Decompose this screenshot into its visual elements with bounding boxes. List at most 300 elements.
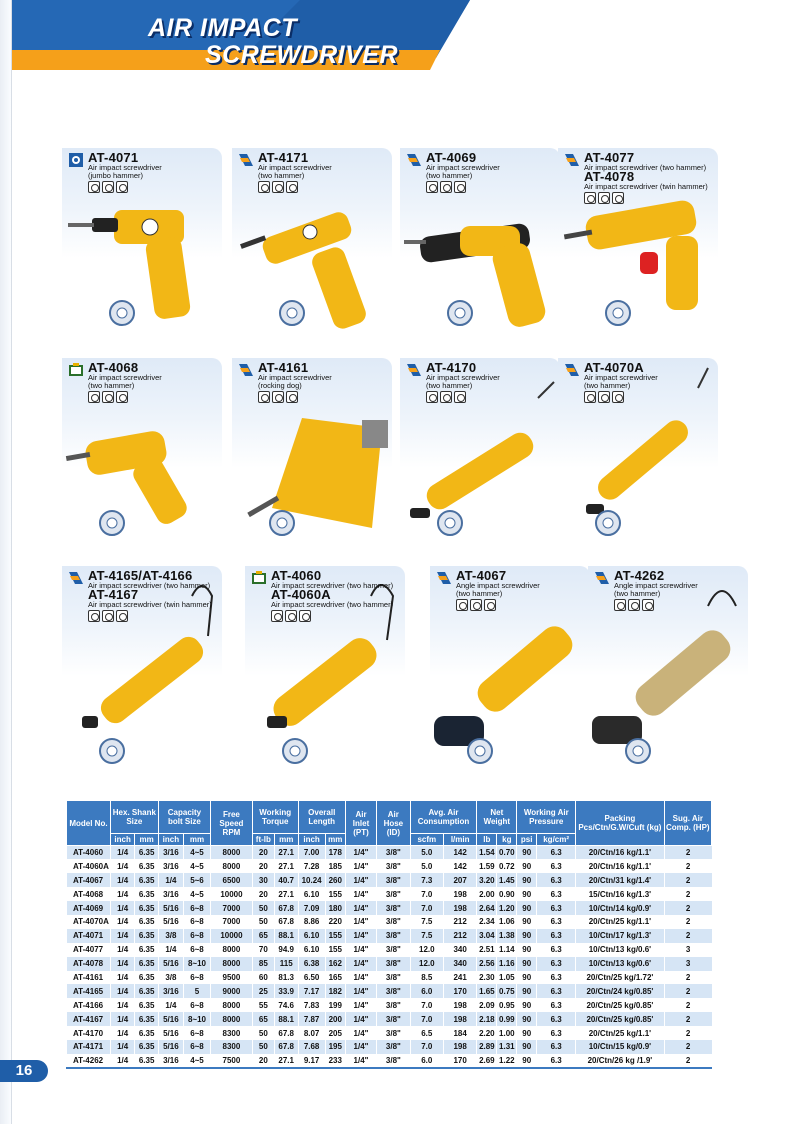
spec-cell: 5~6 [183,873,210,887]
tool-illustration [400,148,560,348]
spec-cell: 6.35 [135,873,158,887]
spec-cell: 3/8" [377,943,410,957]
spec-cell: 10.24 [298,873,325,887]
spec-cell: 2.00 [477,887,497,901]
spec-cell: 1/4 [110,971,135,985]
spec-cell: 3/16 [158,984,183,998]
spec-cell: 3/8" [377,915,410,929]
product-description: (rocking dog) [258,381,302,390]
spec-cell: 1/4 [158,943,183,957]
spec-cell: 3/16 [158,887,183,901]
spec-cell: 6~8 [183,929,210,943]
spec-cell: 5.0 [410,859,443,873]
spec-cell: 1/4 [110,1012,135,1026]
spec-cell: 3/8" [377,971,410,985]
product-model: AT-4161 [258,360,309,375]
spec-cell: 180 [325,901,345,915]
unit-header: inch [110,834,135,846]
spec-cell: 20/Ctn/26 kg /1.9' [576,1054,664,1068]
spec-cell: 90 [517,1012,537,1026]
adjust-icon [116,610,128,622]
adjust-icon [286,391,298,403]
spec-cell: 90 [517,971,537,985]
spec-cell: 20 [252,846,274,860]
spec-cell: 3/16 [158,1054,183,1068]
spec-cell: 1/4 [110,887,135,901]
header-hex: Hex. Shank Size [110,801,158,834]
reversible-icon [88,181,100,193]
product-card [245,566,405,776]
header-hose: Air Hose (ID) [377,801,410,846]
model-cell: AT-4262 [67,1054,111,1068]
spec-cell: 1.65 [477,984,497,998]
product-card [400,148,560,358]
model-cell: AT-4167 [67,1012,111,1026]
spec-cell: 2 [664,887,711,901]
spec-cell: 0.75 [497,984,517,998]
product-description: Air impact screwdriver [88,373,162,382]
spec-cell: 1.22 [497,1054,517,1068]
spec-cell: 12.0 [410,943,443,957]
tool-illustration [62,358,222,558]
spec-cell: 170 [443,984,476,998]
spec-cell: 6.35 [135,859,158,873]
page-title-line2: SCREWDRIVER [205,41,399,69]
reversible-icon [456,599,468,611]
spec-cell: 3/8" [377,1026,410,1040]
model-cell: AT-4070A [67,915,111,929]
spec-cell: 50 [252,915,274,929]
product-card [62,358,222,568]
spec-cell: 6.3 [537,1054,576,1068]
spec-cell: 1/4" [345,1012,376,1026]
spec-cell: 2.51 [477,943,497,957]
product-card [588,566,748,776]
spec-cell: 184 [443,1026,476,1040]
model-cell: AT-4067 [67,873,111,887]
model-cell: AT-4171 [67,1040,111,1054]
header-weight: Net Weight [477,801,517,834]
unit-header: scfm [410,834,443,846]
spec-cell: 5/16 [158,1026,183,1040]
unit-header: mm [274,834,298,846]
spec-cell: 8000 [211,998,253,1012]
spec-cell: 3.20 [477,873,497,887]
adjust-icon [642,599,654,611]
table-row [67,943,712,957]
spec-cell: 212 [443,915,476,929]
hammer-icon [272,391,284,403]
spec-cell: 6.3 [537,915,576,929]
spec-cell: 8.86 [298,915,325,929]
page-title-line1: AIR IMPACT [148,14,297,42]
spec-cell: 20/Ctn/16 kg/1.1' [576,859,664,873]
spec-cell: 7.0 [410,901,443,915]
spec-cell: 155 [325,943,345,957]
spec-cell: 67.8 [274,915,298,929]
model-cell: AT-4161 [67,971,111,985]
spec-cell: 6.3 [537,901,576,915]
adjust-icon [286,181,298,193]
spec-cell: 7.5 [410,929,443,943]
spec-cell: 5/16 [158,1040,183,1054]
hammer-icon [102,610,114,622]
spec-cell: 8000 [211,846,253,860]
spec-cell: 10000 [211,929,253,943]
product-card [558,148,718,358]
unit-header: mm [135,834,158,846]
spec-cell: 7.17 [298,984,325,998]
header-model: Model No. [67,801,111,846]
spec-cell: 90 [517,1040,537,1054]
spec-cell: 178 [325,846,345,860]
product-model: AT-4071 [88,150,139,165]
spec-cell: 20 [252,1054,274,1068]
tool-illustration [232,358,392,558]
spec-cell: 6.35 [135,887,158,901]
unit-header: l/min [443,834,476,846]
spec-cell: 6.35 [135,984,158,998]
spec-cell: 7500 [211,1054,253,1068]
spec-cell: 1.14 [497,943,517,957]
spec-cell: 6.35 [135,1012,158,1026]
spec-cell: 81.3 [274,971,298,985]
spec-cell: 30 [252,873,274,887]
spec-cell: 6.35 [135,1054,158,1068]
spec-cell: 6.35 [135,915,158,929]
reversible-icon [584,192,596,204]
spec-cell: 155 [325,929,345,943]
spec-cell: 65 [252,1012,274,1026]
product-model: AT-4165/AT-4166 [88,568,193,583]
spec-cell: 1/4" [345,929,376,943]
hammer-icon [102,181,114,193]
tool-illustration [62,566,222,766]
feature-icons [88,181,128,193]
spec-cell: 20/Ctn/31 kg/1.4' [576,873,664,887]
spec-cell: 2 [664,971,711,985]
spec-cell: 6~8 [183,915,210,929]
unit-header: kg/cm² [537,834,576,846]
spec-cell: 1/4 [110,957,135,971]
product-description: (jumbo hammer) [88,171,144,180]
spec-cell: 27.1 [274,1054,298,1068]
spec-cell: 88.1 [274,929,298,943]
spec-cell: 6.38 [298,957,325,971]
spec-cell: 7.83 [298,998,325,1012]
spec-cell: 6~8 [183,971,210,985]
header-comp: Sug. Air Comp. (HP) [664,801,711,846]
unit-header: ft-lb [252,834,274,846]
spec-cell: 2 [664,929,711,943]
spec-cell: 1/4" [345,984,376,998]
model-cell: AT-4170 [67,1026,111,1040]
spec-cell: 1/4" [345,998,376,1012]
spec-cell: 340 [443,957,476,971]
spec-cell: 6.35 [135,971,158,985]
spec-cell: 3/8" [377,1040,410,1054]
product-description: (two hammer) [88,381,135,390]
spec-cell: 20/Ctn/25 kg/1.1' [576,915,664,929]
spec-cell: 74.6 [274,998,298,1012]
spec-cell: 20/Ctn/24 kg/0.85' [576,984,664,998]
product-description: (two hammer) [426,381,473,390]
spec-cell: 3/8" [377,1054,410,1068]
spec-cell: 90 [517,957,537,971]
spec-cell: 198 [443,887,476,901]
spec-cell: 6~8 [183,1040,210,1054]
unit-header: inch [158,834,183,846]
spec-cell: 198 [443,1012,476,1026]
spec-cell: 1/4 [110,1026,135,1040]
spec-cell: 3/8" [377,1012,410,1026]
spec-cell: 6.3 [537,971,576,985]
spec-cell: 27.1 [274,887,298,901]
spec-cell: 1.06 [497,915,517,929]
unit-header: lb [477,834,497,846]
spec-cell: 6.5 [410,1026,443,1040]
spec-cell: 6.3 [537,984,576,998]
adjust-icon [454,391,466,403]
spec-cell: 8300 [211,1040,253,1054]
tool-illustration [232,148,392,348]
spec-cell: 200 [325,1012,345,1026]
product-description: Air impact screwdriver (two hammer) [88,581,211,590]
hammer-icon [102,391,114,403]
spec-cell: 20 [252,859,274,873]
feature-icons [426,181,466,193]
spec-cell: 15/Ctn/16 kg/1.3' [576,887,664,901]
spec-cell: 8.07 [298,1026,325,1040]
tool-illustration [558,358,718,558]
reversible-icon [88,610,100,622]
spec-cell: 5/16 [158,901,183,915]
spec-cell: 8~10 [183,957,210,971]
feature-icons [88,391,128,403]
spec-cell: 2.18 [477,1012,497,1026]
spec-cell: 25 [252,984,274,998]
spec-cell: 6.35 [135,929,158,943]
spec-cell: 3/8" [377,873,410,887]
spec-cell: 2 [664,901,711,915]
spec-cell: 4~5 [183,1054,210,1068]
spec-cell: 6.35 [135,957,158,971]
spec-cell: 199 [325,998,345,1012]
spec-cell: 90 [517,859,537,873]
spec-cell: 27.1 [274,846,298,860]
adjust-icon [116,391,128,403]
table-row [67,957,712,971]
product-model: AT-4060 [271,568,322,583]
product-description: Air impact screwdriver (two hammer) [584,163,707,172]
spec-cell: 70 [252,943,274,957]
model-cell: AT-4060A [67,859,111,873]
product-model: AT-4170 [426,360,477,375]
spec-cell: 65 [252,929,274,943]
spec-cell: 9.17 [298,1054,325,1068]
spec-cell: 115 [274,957,298,971]
spec-cell: 6.35 [135,1026,158,1040]
page-spine [0,0,12,1124]
spec-cell: 27.1 [274,859,298,873]
spec-cell: 0.72 [497,859,517,873]
hammer-icon [628,599,640,611]
spec-cell: 198 [443,998,476,1012]
spec-table [66,800,712,1069]
spec-cell: 220 [325,915,345,929]
spec-cell: 0.90 [497,887,517,901]
reversible-icon [258,181,270,193]
spec-cell: 3/8" [377,901,410,915]
spec-cell: 1/4" [345,859,376,873]
spec-cell: 90 [517,915,537,929]
spec-cell: 170 [443,1054,476,1068]
spec-cell: 20/Ctn/25 kg/0.85' [576,1012,664,1026]
feature-icons [584,192,624,204]
spec-cell: 6.0 [410,984,443,998]
spec-cell: 1/4 [110,846,135,860]
table-row [67,846,712,860]
reversible-icon [258,391,270,403]
spec-cell: 10/Ctn/17 kg/1.3' [576,929,664,943]
spec-cell: 1/4" [345,915,376,929]
adjust-icon [299,610,311,622]
spec-cell: 8~10 [183,1012,210,1026]
product-card [232,358,392,568]
spec-cell: 1.59 [477,859,497,873]
spec-cell: 4~5 [183,887,210,901]
spec-cell: 1/4 [158,998,183,1012]
product-model: AT-4068 [88,360,139,375]
spec-cell: 2.30 [477,971,497,985]
reversible-icon [426,391,438,403]
adjust-icon [116,181,128,193]
spec-cell: 6.35 [135,1040,158,1054]
model-cell: AT-4077 [67,943,111,957]
spec-cell: 3/8" [377,929,410,943]
spec-cell: 7.00 [298,846,325,860]
spec-cell: 7.0 [410,998,443,1012]
product-description: Angle impact screwdriver [614,581,698,590]
product-description: (two hammer) [456,589,503,598]
reversible-icon [584,391,596,403]
spec-cell: 90 [517,984,537,998]
spec-cell: 7.0 [410,1012,443,1026]
spec-cell: 1.38 [497,929,517,943]
table-row [67,887,712,901]
spec-cell: 6.35 [135,901,158,915]
spec-cell: 33.9 [274,984,298,998]
spec-cell: 5/16 [158,957,183,971]
spec-cell: 90 [517,998,537,1012]
spec-cell: 1/4" [345,1040,376,1054]
spec-cell: 1/4" [345,971,376,985]
spec-cell: 6.0 [410,1054,443,1068]
spec-cell: 7.5 [410,915,443,929]
spec-cell: 8000 [211,943,253,957]
reversible-icon [88,391,100,403]
spec-cell: 1.00 [497,1026,517,1040]
spec-cell: 2.69 [477,1054,497,1068]
table-row [67,929,712,943]
spec-cell: 6.35 [135,846,158,860]
spec-cell: 1.45 [497,873,517,887]
spec-cell: 8.5 [410,971,443,985]
header-speed: Free Speed RPM [211,801,253,846]
spec-cell: 3.04 [477,929,497,943]
product-model: AT-4069 [426,150,477,165]
product-card [400,358,560,568]
tool-illustration [430,566,590,766]
spec-cell: 7000 [211,901,253,915]
spec-cell: 67.8 [274,901,298,915]
spec-cell: 7.68 [298,1040,325,1054]
product-description: Air impact screwdriver [426,373,500,382]
header-consumption: Avg. Air Consumption [410,801,477,834]
product-model: AT-4070A [584,360,644,375]
spec-cell: 90 [517,887,537,901]
table-row [67,1012,712,1026]
tool-illustration [558,148,718,348]
model-cell: AT-4068 [67,887,111,901]
spec-cell: 2 [664,984,711,998]
spec-cell: 1.05 [497,971,517,985]
header-inlet: Air Inlet (PT) [345,801,376,846]
spec-cell: 7000 [211,915,253,929]
table-row [67,971,712,985]
spec-cell: 2.09 [477,998,497,1012]
spec-cell: 6.10 [298,943,325,957]
spec-cell: 3/16 [158,846,183,860]
spec-cell: 207 [443,873,476,887]
spec-cell: 1.16 [497,957,517,971]
spec-cell: 10/Ctn/13 kg/0.6' [576,943,664,957]
spec-cell: 2 [664,1054,711,1068]
spec-cell: 0.99 [497,1012,517,1026]
product-description: (two hammer) [614,589,661,598]
spec-cell: 340 [443,943,476,957]
spec-cell: 8000 [211,859,253,873]
product-model: AT-4171 [258,150,309,165]
spec-cell: 3/8" [377,998,410,1012]
spec-cell: 2 [664,873,711,887]
hammer-icon [470,599,482,611]
spec-cell: 10/Ctn/13 kg/0.6' [576,957,664,971]
product-description: Air impact screwdriver [258,373,332,382]
product-card [430,566,590,776]
spec-cell: 90 [517,1054,537,1068]
product-card [62,148,222,358]
spec-cell: 9000 [211,984,253,998]
spec-cell: 162 [325,957,345,971]
spec-cell: 1/4" [345,957,376,971]
unit-header: mm [325,834,345,846]
spec-cell: 10000 [211,887,253,901]
feature-icons [426,391,466,403]
spec-cell: 7.3 [410,873,443,887]
spec-cell: 3/16 [158,859,183,873]
spec-cell: 55 [252,998,274,1012]
spec-cell: 6.3 [537,846,576,860]
product-description: (two hammer) [258,171,305,180]
product-description: Air impact screwdriver [258,163,332,172]
spec-cell: 90 [517,873,537,887]
spec-cell: 6.3 [537,887,576,901]
spec-cell: 2 [664,998,711,1012]
unit-header: mm [183,834,210,846]
spec-cell: 8300 [211,1026,253,1040]
feature-icons [614,599,654,611]
